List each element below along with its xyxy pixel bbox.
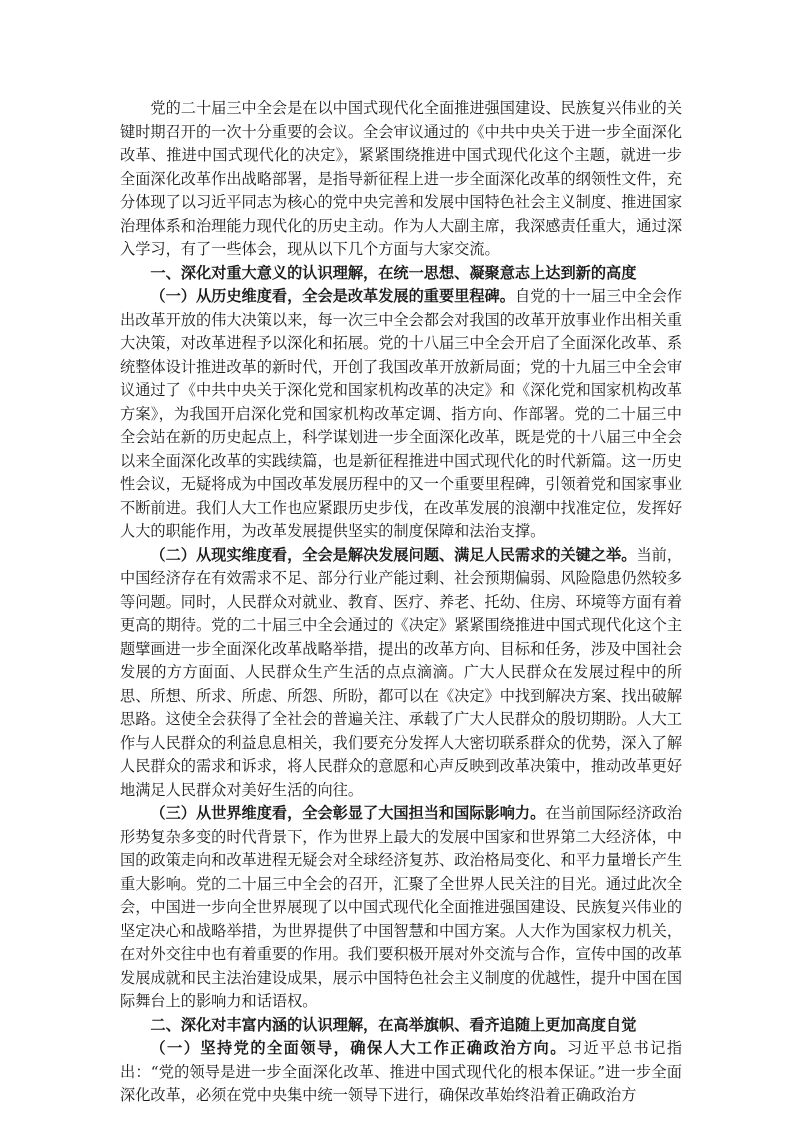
document-body: [120, 97, 682, 1108]
paragraph-1-1: [120, 285, 682, 544]
paragraph-1-3: [120, 802, 682, 1014]
paragraph-lead: （一）坚持党的全面领导，确保人大工作正确政治方向。: [150, 1039, 567, 1057]
intro-paragraph: 党的二十届三中全会是在以中国式现代化全面推进强国建设、民族复兴伟业的关键时期召开的一次十分重要的会议。全会审议通过的《中共中央关于进一步全面深化改革、推进中国式现代化的决定》，紧紧围绕推进中国式现代化这个主题，就进一步全面深化改革作出战略部署，是指导新征程上进一步全面深化改革的纲领性文件，充分体现了以习近平同志为核心的党中央完善和发展中国特色社会主义制度、推进国家治理体系和治理能力现代化的历史主动。作为人大副主席，我深感责任重大，通过深入学习，有了一些体会，现从以下几个方面与大家交流。: [120, 99, 682, 258]
paragraph-2-1: [120, 1037, 682, 1108]
paragraph-text: 自党的十一届三中全会作出改革开放的伟大决策以来，每一次三中全会都会对我国的改革开放事业作出相关重大决策，对改革进程予以深化和拓展。党的十八届三中全会开启了全面深化改革、系统整体设计推进改革的新时代，开创了我国改革开放新局面；党的十九届三中全会审议通过了《中共中央关于深化党和国家机构改革的决定》和《深化党和国家机构改革方案》，为我国开启深化党和国家机构改革定调、指方向、作部署。党的二十届三中全会站在新的历史起点上，科学谋划进一步全面深化改革，既是党的十八届三中全会以来全面深化改革的实践续篇，也是新征程推进中国式现代化的时代新篇。这一历史性会议，无疑将成为中国改革发展历程中的又一个重要里程碑，引领着党和国家事业不断前进。我们人大工作也应紧跟历史步伐，在改革发展的浪潮中找准定位，发挥好人大的职能作用，为改革发展提供坚实的制度保障和法治支撑。: [120, 287, 683, 540]
paragraph-1-2: [120, 544, 682, 803]
paragraph-lead: （一）从历史维度看，全会是改革发展的重要里程碑。: [150, 287, 515, 305]
paragraph-text: 当前，中国经济存在有效需求不足、部分行业产能过剩、社会预期偏弱、风险隐患仍然较多等问题。同时，人民群众对就业、教育、医疗、养老、托幼、住房、环境等方面有着更高的期待。党的二十届三中全会通过的《决定》紧紧围绕推进中国式现代化这个主题擘画进一步全面深化改革战略举措，提出的改革方向、目标和任务，涉及中国社会发展的方方面面、人民群众生产生活的点点滴滴。广大人民群众在发展过程中的所思、所想、所求、所虑、所怨、所盼，都可以在《决定》中找到解决方案、找出破解思路。这使全会获得了全社会的普遍关注、承载了广大人民群众的殷切期盼。人大工作与人民群众的利益息息相关，我们要充分发挥人大密切联系群众的优势，深入了解人民群众的需求和诉求，将人民群众的意愿和心声反映到改革决策中，推动改革更好地满足人民群众对美好生活的向往。: [120, 545, 683, 799]
paragraph-text: 习近平总书记指出：“党的领导是进一步全面深化改革、推进中国式现代化的根本保证。”进一步全面深化改革，必须在党中央集中统一领导下进行，确保改革始终沿着正确政治方: [120, 1039, 683, 1104]
paragraph-text: 在当前国际经济政治形势复杂多变的时代背景下，作为世界上最大的发展中国家和世界第二大经济体，中国的政策走向和改革进程无疑会对全球经济复苏、政治格局变化、和平力量增长产生重大影响。党的二十届三中全会的召开，汇聚了全世界人民关注的目光。通过此次全会，中国进一步向全世界展现了以中国式现代化全面推进强国建设、民族复兴伟业的坚定决心和战略举措，为世界提供了中国智慧和中国方案。人大作为国家权力机关，在对外交往中也有着重要的作用。我们要积极开展对外交流与合作，宣传中国的改革发展成就和民主法治建设成果，展示中国特色社会主义制度的优越性，提升中国在国际舞台上的影响力和话语权。: [120, 804, 683, 1010]
paragraph-lead: （三）从世界维度看，全会彰显了大国担当和国际影响力。: [150, 804, 546, 822]
section-heading-2: 二、深化对丰富内涵的认识理解，在高举旗帜、看齐追随上更加高度自觉: [150, 1015, 637, 1034]
paragraph-lead: （二）从现实维度看，全会是解决发展问题、满足人民需求的关键之举。: [150, 545, 637, 564]
section-heading-1: 一、深化对重大意义的认识理解，在统一思想、凝聚意志上达到新的高度: [150, 263, 637, 282]
